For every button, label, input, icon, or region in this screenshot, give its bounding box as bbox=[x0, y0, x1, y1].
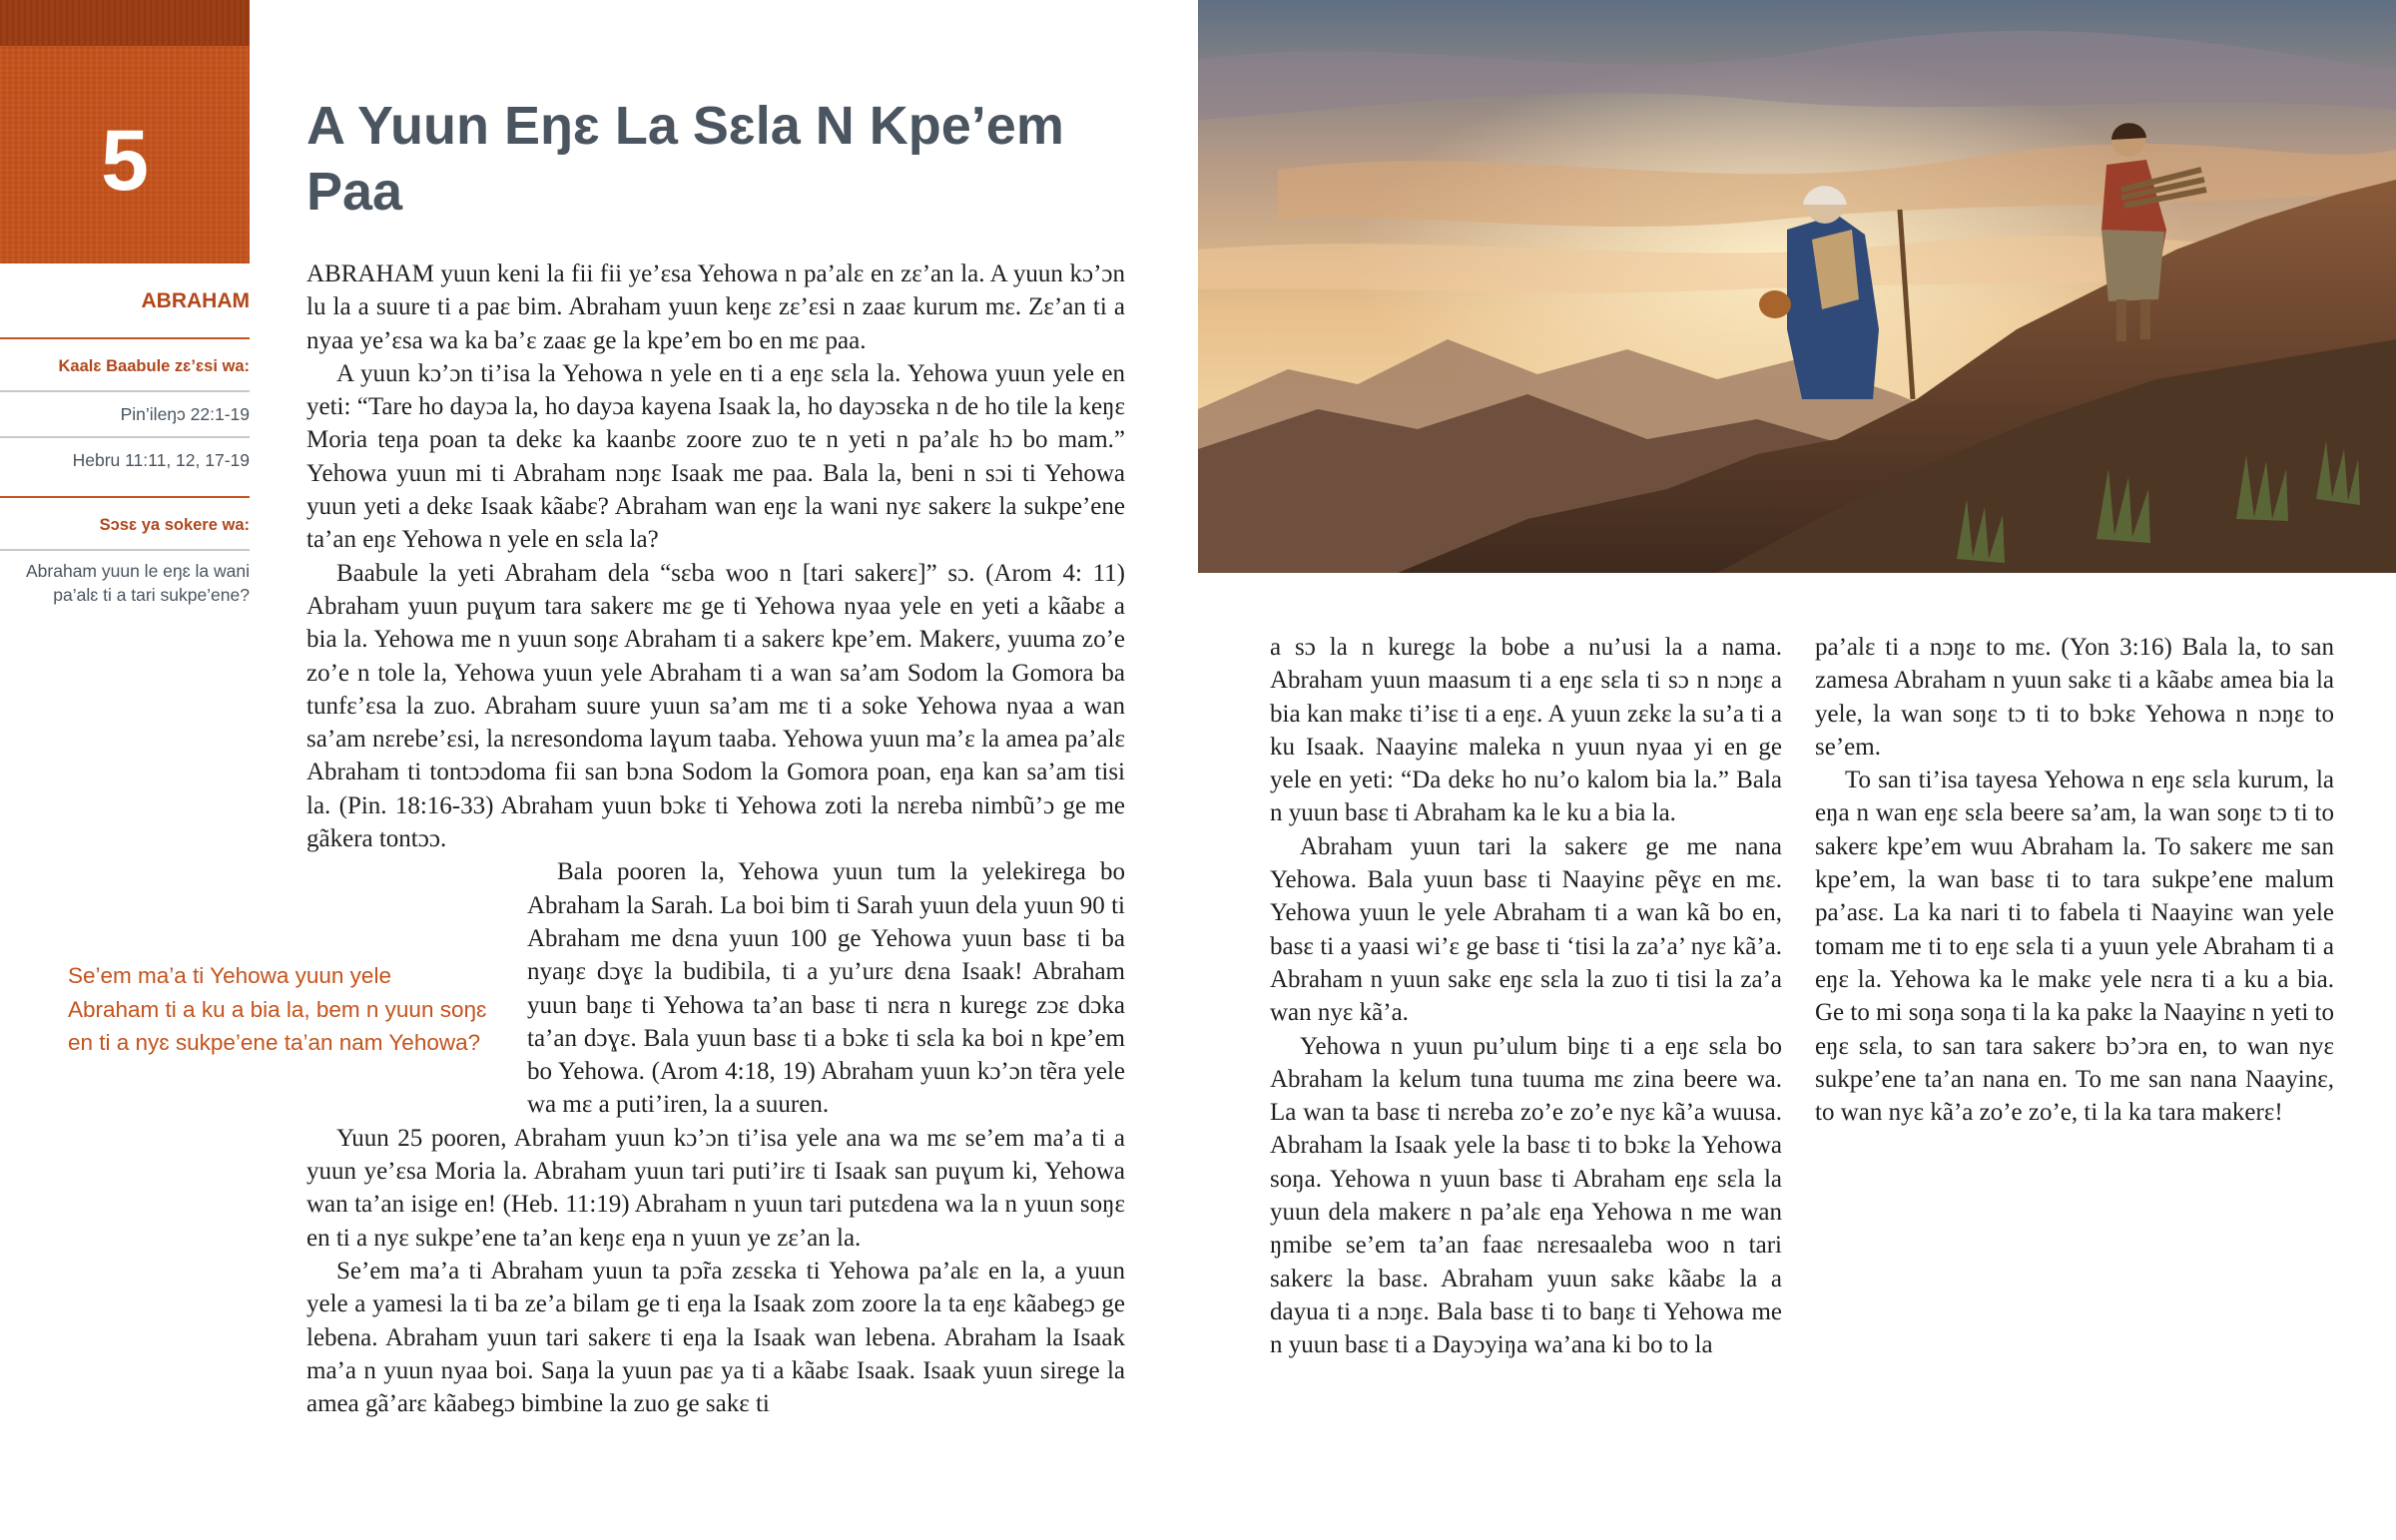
paragraph: Yuun 25 pooren, Abraham yuun kɔ’ɔn ti’isa yele ana wa mɛ se’em ma’a ti a yuun ye’ɛsa Moria la. Abraham yuun tari puti’irɛ ti Isaak san puɣum ki, Yehowa wan ta’an isige en! (Heb. 11:19) Abraham n yuun tari putɛdena wa la n yuun soŋɛ en ti a nyɛ sukpe’ene ta’an keŋɛ eŋa n yuun ye zɛ’an la. bbox=[306, 1124, 1125, 1252]
paragraph: Se’em ma’a ti Abraham yuun ta pɔ̃ra zɛsɛka ti Yehowa pa’alɛ en la, a yuun yele a yamesi la ti ba ze’a bilam ge ti eŋa la Isaak zom zoore la ta eŋɛ kãabegɔ ge lebena. Abraham yuun tari sakerɛ ti eŋa la Isaak wan lebena. Abraham la Isaak ma’a n yuun nyaa boi. Saŋa la yuun paɛ ya ti a kãabɛ Isaak. Isaak yuun sirege la amea gã’arɛ kãabegɔ bimbine la zuo ge sakɛ ti bbox=[306, 1257, 1125, 1418]
chapter-tab-band bbox=[0, 0, 250, 46]
right-column-2 bbox=[1815, 631, 2334, 1129]
right-column-1 bbox=[1270, 631, 1782, 1362]
chapter-tab bbox=[0, 0, 250, 263]
paragraph: pa’alɛ ti a nɔŋɛ to mɛ. (Yon 3:16) Bala la, to san zamesa Abraham n yuun sakɛ ti a kãabɛ amea bia la yele, la wan soŋɛ tɔ ti to bɔkɛ Yehowa n nɔŋɛ to se’em. bbox=[1815, 634, 2334, 761]
paragraph: A yuun kɔ’ɔn ti’isa la Yehowa n yele en ti a eŋɛ sɛla la. Yehowa yuun yele en yeti: “Tare ho dayɔa la, ho dayɔa kayena Isaak la, ho dayɔsɛka n de ho tile la keŋɛ Moria teŋa poan ta dekɛ ka kaanbɛ zoore zuo te n yeti n pa’alɛ hɔ bo mam.” Yehowa yuun mi ti Abraham nɔŋɛ Isaak me paa. Bala la, beni n sɔi ti Yehowa yuun yeti a dekɛ Isaak kãabɛ? Abraham wan eŋɛ la wani nyɛ sakerɛ la sukpe’ene ta’an eŋɛ Yehowa n yele en sɛla la? bbox=[306, 359, 1125, 554]
page-title: A Yuun Eŋɛ La Sɛla N Kpe’em Paa bbox=[306, 96, 1064, 222]
paragraph: Abraham yuun tari la sakerɛ ge me nana Yehowa. Bala yuun basɛ ti Naayinɛ pẽɣɛ en mɛ. Yehowa yuun le yele Abraham ti a wan kã bo en, basɛ ti a yaasi wi’ɛ ge basɛ ti ‘tisi la za’a’ nyɛ kã’a. Abraham n yuun sakɛ eŋɛ sɛla la zuo ti tisi la za’a wan nyɛ kã’a. bbox=[1270, 832, 1782, 1027]
left-body-text bbox=[306, 257, 1125, 1420]
paragraph: Yehowa n yuun pu’ulum biŋɛ ti a eŋɛ sɛla bo Abraham la kelum tuna tuuma mɛ zina beere wa. La wan ta basɛ ti nɛreba zo’e zo’e nyɛ kã’a wuusa. Abraham la Isaak yele la basɛ ti to bɔkɛ la Yehowa soŋa. Yehowa n yuun basɛ ti Abraham eŋɛ sɛla la yuun dela makerɛ n pa’alɛ eŋa Yehowa n me wan ŋmibe se’em ta’an faaɛ nɛresaaleba woo n tari sakerɛ la basɛ. Abraham yuun sakɛ kãabɛ la a dayua ti a nɔŋɛ. Bala basɛ ti to baŋɛ ti Yehowa me n yuun basɛ ti a Dayɔyiŋa wa’ana ki bo to la bbox=[1270, 1032, 1782, 1359]
chapter-number: 5 bbox=[101, 113, 149, 209]
paragraph: ABRAHAM yuun keni la fii fii ye’ɛsa Yehowa n pa’alɛ en zɛ’an la. A yuun kɔ’ɔn lu la a suure ti a paɛ bim. Abraham yuun keŋɛ zɛ’ɛsi n zaaɛ kurum mɛ. Zɛ’an ti a nyaa ye’ɛsa wa ka ba’ɛ zaaɛ ge la kpe’em bo en mɛ paa. bbox=[306, 260, 1125, 354]
paragraph: Bala pooren la, Yehowa yuun tum la yelekirega bo Abraham la Sarah. La boi bim ti Sarah yuun dela yuun 90 ti Abraham me dɛna yuun 100 ge Yehowa yuun basɛ ti ba nyaŋɛ dɔɣɛ la budibila, ti a yu’urɛ dɛna Isaak! Abraham yuun baŋɛ ti Yehowa ta’an basɛ ti nɛra n kuregɛ zɔɛ dɔka ta’an dɔɣɛ. Bala yuun basɛ ti a bɔkɛ ti sɛla ka boi n kpe’em bo Yehowa. (Arom 4:18, 19) Abraham yuun kɔ’ɔn tẽra yele wa mɛ a puti’iren, la a suuren. bbox=[527, 858, 1125, 1119]
sidebar-question-heading: Sɔsɛ ya sokere wa: bbox=[0, 498, 250, 551]
paragraph: To san ti’isa tayesa Yehowa n eŋɛ sɛla kurum, la eŋa n wan eŋɛ sɛla beere sa’am, la wan soŋɛ tɔ ti to sakerɛ kpe’em wuu Abraham la. To sakerɛ me san kpe’em, la wan basɛ ti to tara sukpe’ene malum pa’asɛ. La ka nari ti to fabela ti Naayinɛ wan yele tomam me ti to eŋɛ sɛla ti a yuun yele Abraham ti a eŋɛ la. Yehowa ka le makɛ yele nɛra ti a ku a bia. Ge to mi soŋa soŋa ti la ka pakɛ la Naayinɛ n yeti to eŋɛ sɛla, to san tara sakerɛ bɔ’ɔra en, to wan nyɛ sukpe’ene ta’an nana en. To me san nana Naayinɛ, to wan nyɛ kã’a zo’e zo’e, ti la ka tara makerɛ! bbox=[1815, 767, 2334, 1127]
sidebar bbox=[0, 263, 250, 607]
sidebar-readings-heading: Kaalɛ Baabule zɛ’ɛsi wa: bbox=[0, 339, 250, 392]
paragraph: Baabule la yeti Abraham dela “sɛba woo n [tari sakerɛ]” sɔ. (Arom 4: 11) Abraham yuun puɣum tara sakerɛ mɛ ge ti Yehowa nyaa yele en yeti a kãabɛ a bia la. Yehowa me n yuun soŋɛ Abraham ti a sakerɛ kpe’em. Makerɛ, yuuma zo’e zo’e n tole la, Yehowa yuun yele Abraham ti a wan sa’am Sodom la Gomora ba tunfɛ’ɛsa la zuo. Abraham suure yuun sa’am mɛ ti a soke Yehowa nyaa a wan sa’am nɛrebe’ɛsi, la nɛresondoma laɣum taaba. Yehowa yuun ma’ɛ la amea pa’alɛ Abraham ti tontɔɔdoma fii san bɔna Sodom la Gomora poan, eŋa kan sa’am tisi la. (Pin. 18:16-33) Abraham yuun bɔkɛ ti Yehowa zoti la nɛreba nimbũ’ɔ ge me gãkera tontɔɔ. bbox=[306, 559, 1125, 853]
paragraph: a sɔ la n kuregɛ la bobe a nu’usi la a nama. Abraham yuun maasum ti a eŋɛ sɛla ti sɔ n nɔŋɛ a bia kan makɛ ti’isɛ ti a eŋɛ. A yuun zɛkɛ la su’a ti a ku Isaak. Naayinɛ maleka n yuun nyaa yi en ge yele en yeti: “Da dekɛ ho nu’o kalom bia la.” Bala n yuun basɛ ti Abraham ka le ku a bia la. bbox=[1270, 634, 1782, 827]
sidebar-character-name: ABRAHAM bbox=[0, 263, 250, 339]
pull-quote: Se’em ma’a ti Yehowa yuun yele Abraham ti a ku a bia la, bem n yuun soŋɛ en ti a nyɛ sukpe’ene ta’an nam Yehowa? bbox=[68, 963, 487, 1055]
sidebar-reference: Hebru 11:11, 12, 17-19 bbox=[0, 438, 250, 498]
sidebar-question: Abraham yuun le eŋɛ la wani pa’alɛ ti a tari sukpe’ene? bbox=[26, 561, 250, 605]
illustration-abraham-isaac-mountain bbox=[1198, 0, 2396, 573]
sidebar-reference: Pin’ileŋɔ 22:1-19 bbox=[0, 392, 250, 438]
